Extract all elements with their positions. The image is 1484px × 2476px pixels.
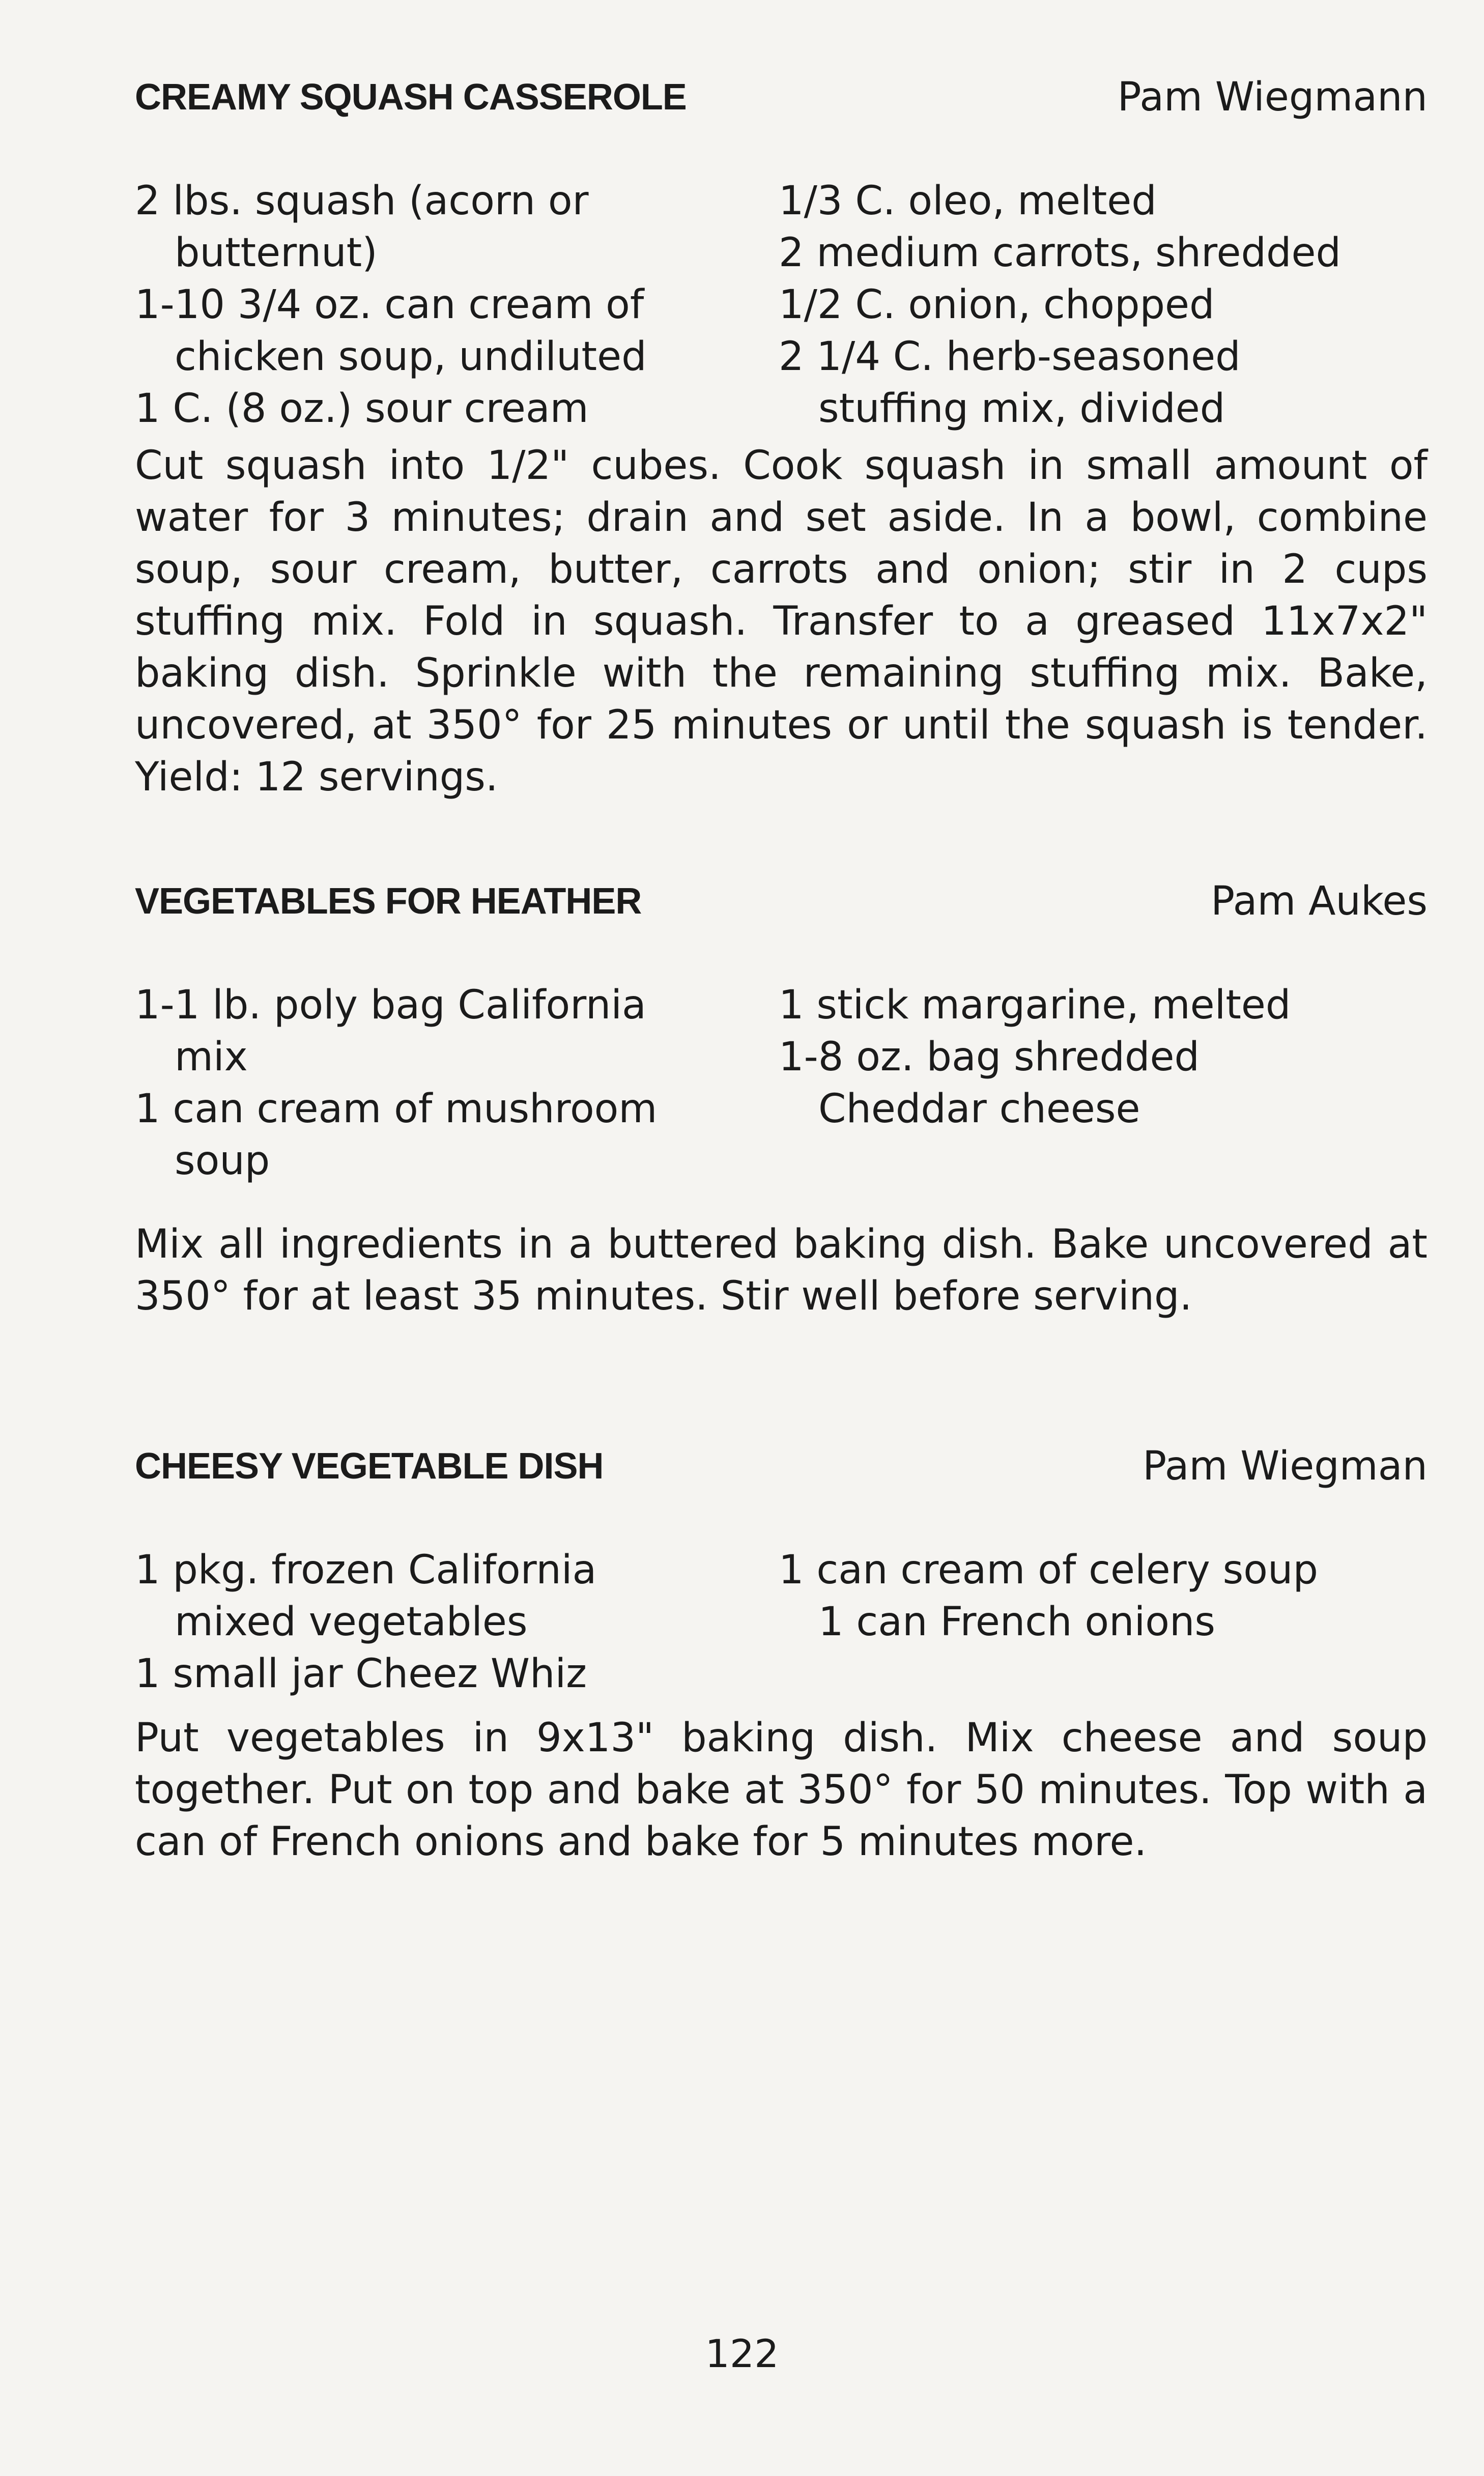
ingredient-line: 2 medium carrots, shredded: [779, 230, 1341, 276]
ingredient-line: mix: [175, 1034, 248, 1080]
ingredient-line: 1 can French onions: [818, 1599, 1216, 1645]
recipe-cheesy-vegetable-dish: [135, 1445, 1428, 1908]
ingredient-column-left: [135, 1544, 771, 1700]
ingredient-line: 1 stick margarine, melted: [779, 982, 1291, 1028]
ingredient-line: 1-1 lb. poly bag California: [135, 982, 646, 1028]
recipe-instructions: Cut squash into 1/2" cubes. Cook squash in small amount of water for 3 minutes; drain and set aside. In a bowl, combine soup, sour cream, butter, carrots and onion; stir in 2 cups stuffing mix. Fold in squash. Transfer to a greased 11x7x2" baking dish. Sprinkle with the remaining stuffing mix. Bake, uncovered, at 350° for 25 minutes or until the squash is tender. Yield: 12 servings.: [135, 443, 1428, 800]
recipe-header: [135, 880, 1428, 936]
ingredient-list: [135, 175, 1428, 440]
ingredient-line: 1-8 oz. bag shredded: [779, 1034, 1200, 1080]
recipe-header: [135, 76, 1428, 132]
ingredient-line: 1-10 3/4 oz. can cream of: [135, 282, 644, 328]
ingredient-line: stuffing mix, divided: [818, 386, 1225, 432]
ingredient-line: 1/2 C. onion, chopped: [779, 282, 1215, 328]
recipe-title: CHEESY VEGETABLE DISH: [135, 1446, 604, 1487]
recipe-author: Pam Wiegmann: [1117, 74, 1428, 120]
ingredient-line: mixed vegetables: [175, 1599, 528, 1645]
recipe-author: Pam Wiegman: [1143, 1443, 1428, 1489]
ingredient-line: 2 lbs. squash (acorn or: [135, 178, 589, 224]
recipe-title: CREAMY SQUASH CASSEROLE: [135, 77, 687, 118]
ingredient-column-left: [135, 175, 771, 435]
recipe-header: [135, 1445, 1428, 1501]
ingredient-list: [135, 979, 1428, 1218]
ingredient-list: [135, 1544, 1428, 1712]
ingredient-line: 1 pkg. frozen California: [135, 1547, 597, 1593]
recipe-creamy-squash-casserole: [135, 76, 1428, 843]
recipe-author: Pam Aukes: [1211, 878, 1428, 924]
ingredient-line: soup: [175, 1138, 270, 1184]
page-number: 122: [705, 2331, 779, 2376]
ingredient-line: 2 1/4 C. herb-seasoned: [779, 334, 1241, 380]
ingredient-line: 1 can cream of celery soup: [779, 1547, 1318, 1593]
ingredient-column-left: [135, 979, 771, 1187]
ingredient-line: 1 small jar Cheez Whiz: [135, 1651, 587, 1697]
ingredient-column-right: [779, 1544, 1430, 1648]
ingredient-line: chicken soup, undiluted: [175, 334, 647, 380]
ingredient-column-right: [779, 979, 1430, 1135]
recipe-vegetables-for-heather: [135, 880, 1428, 1362]
ingredient-column-right: [779, 175, 1430, 435]
ingredient-line: 1 C. (8 oz.) sour cream: [135, 386, 589, 432]
ingredient-line: 1 can cream of mushroom: [135, 1086, 658, 1132]
ingredient-line: Cheddar cheese: [818, 1086, 1140, 1132]
recipe-title: VEGETABLES FOR HEATHER: [135, 881, 642, 922]
ingredient-line: 1/3 C. oleo, melted: [779, 178, 1157, 224]
ingredient-line: butternut): [175, 230, 378, 276]
recipe-instructions: Put vegetables in 9x13" baking dish. Mix cheese and soup together. Put on top and bake at 350° for 50 minutes. Top with a can of French onions and bake for 5 minutes more.: [135, 1715, 1428, 1865]
recipe-instructions: Mix all ingredients in a buttered baking dish. Bake uncovered at 350° for at least 35 minutes. Stir well before serving.: [135, 1221, 1428, 1319]
